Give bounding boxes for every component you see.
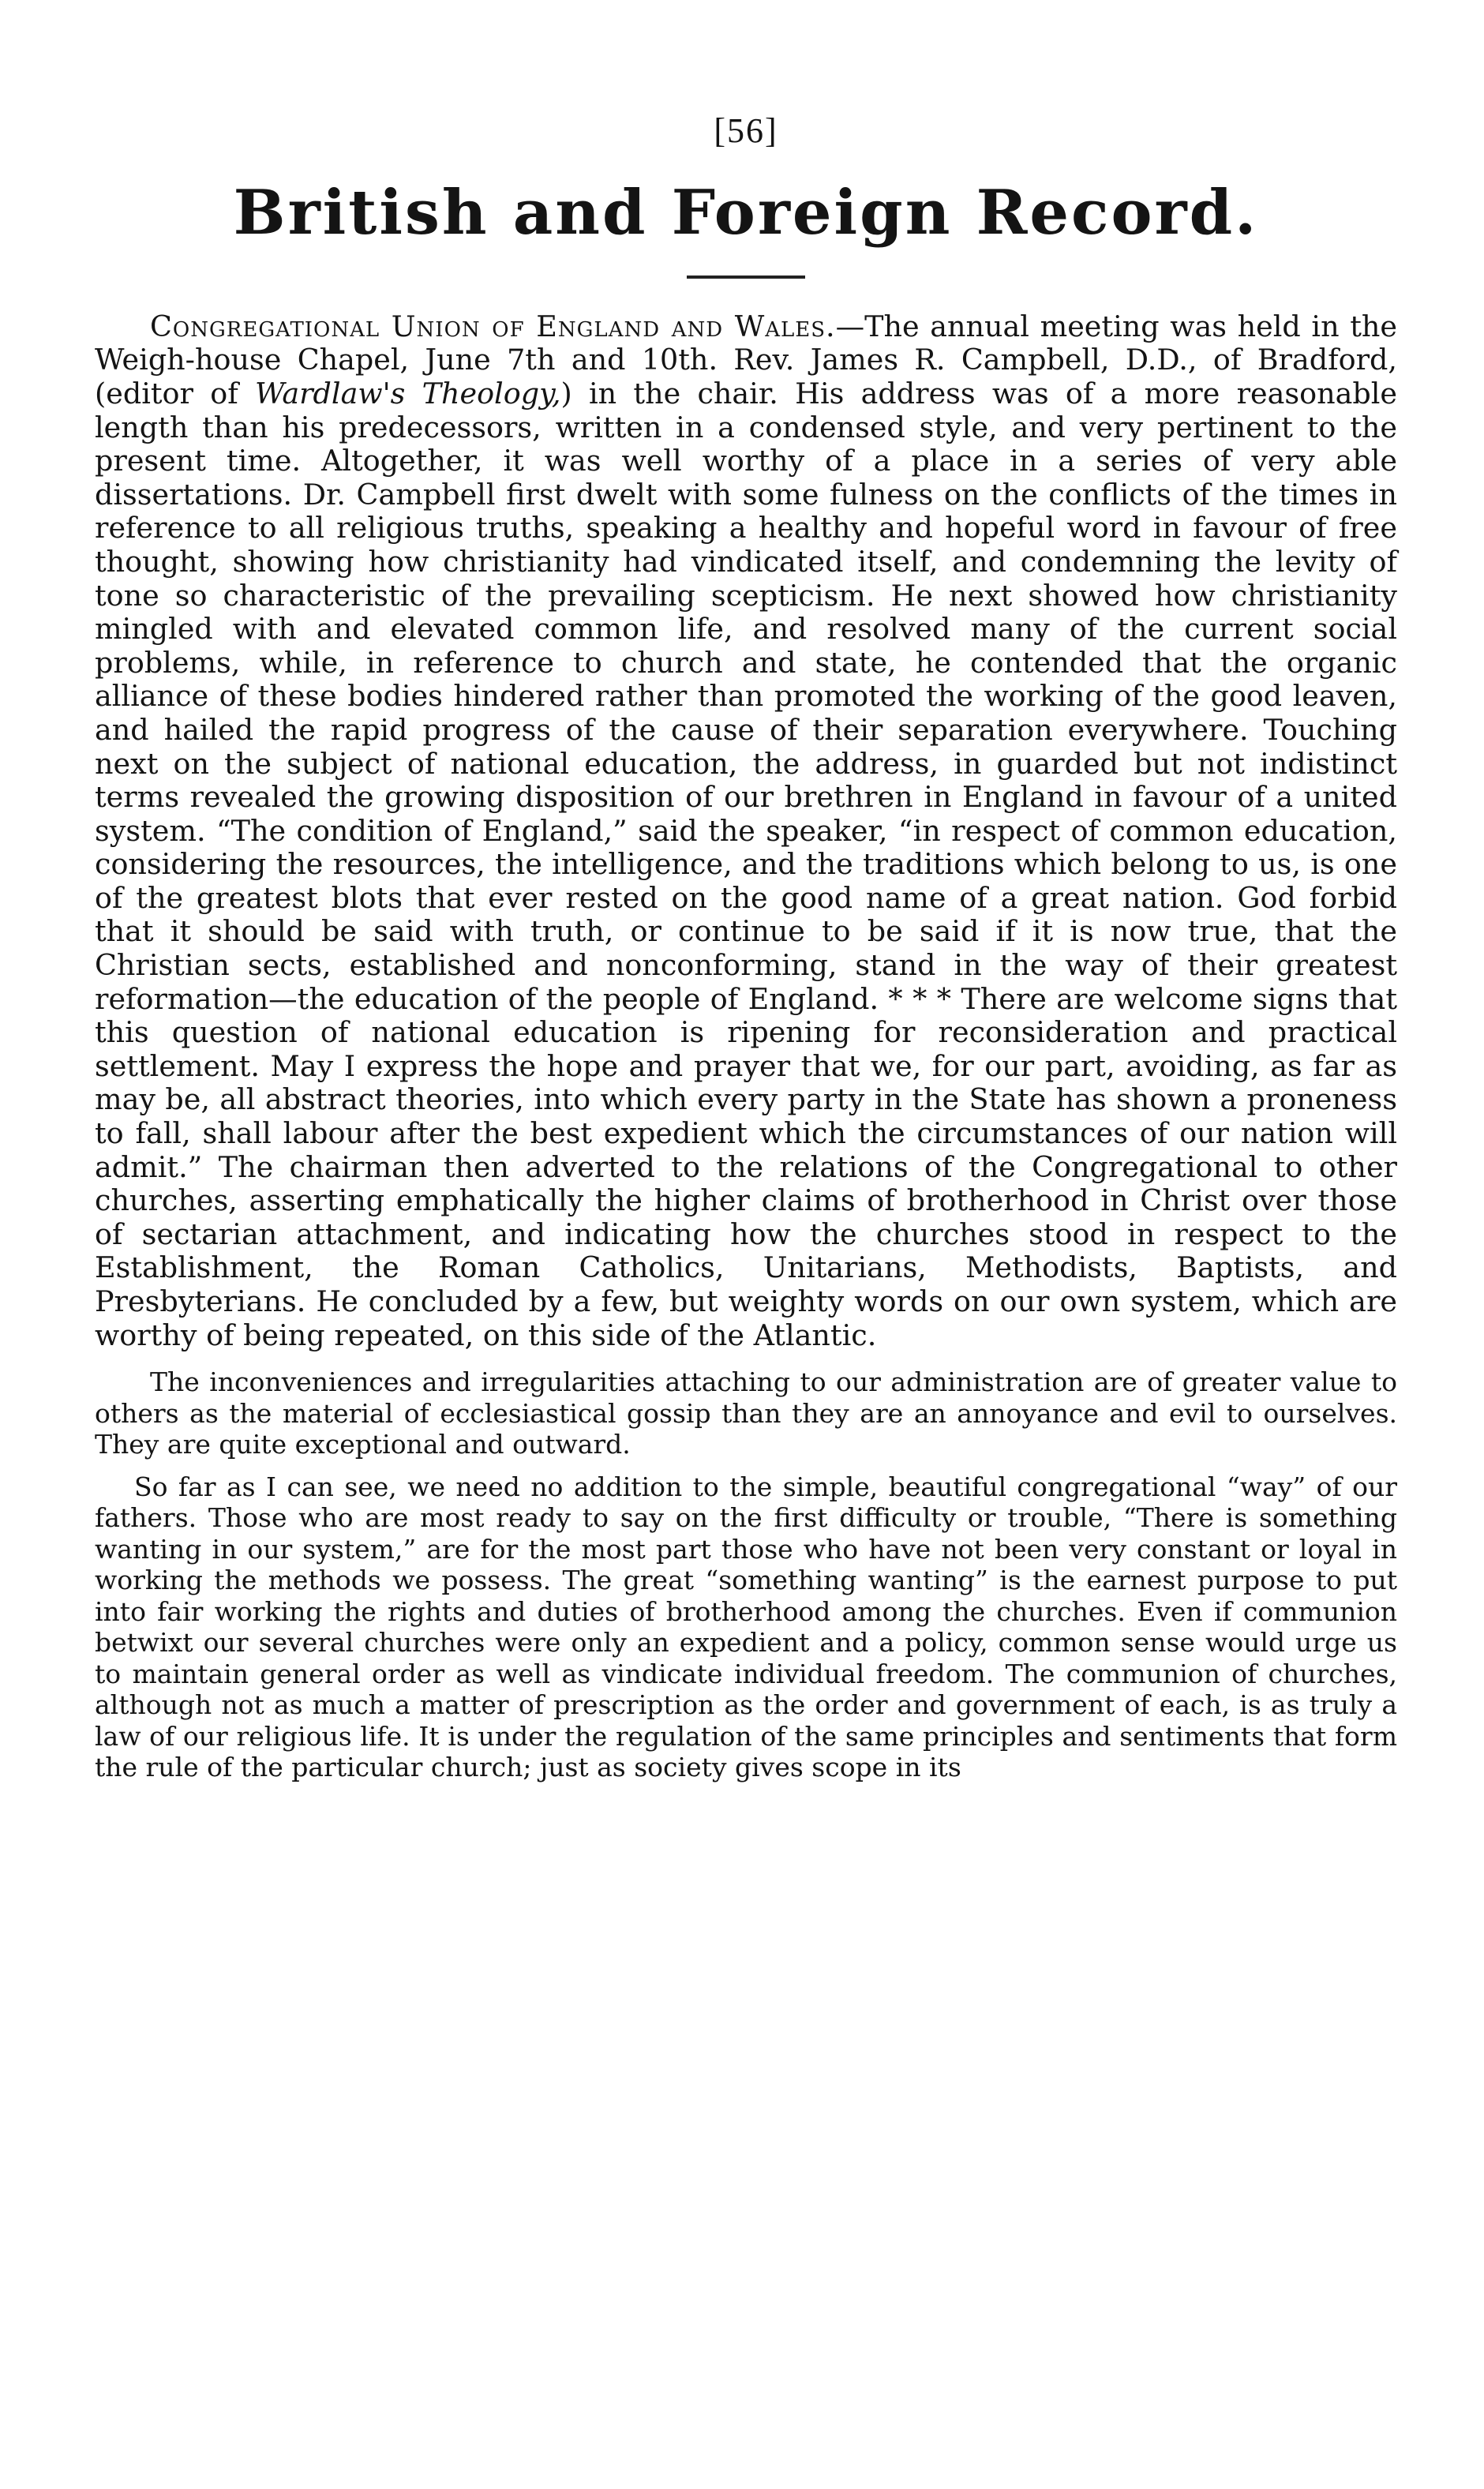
quoted-paragraph-2: So far as I can see, we need no addition to the simple, beautiful congregational “way” of our fathers. Those who are most ready to say on the first difficulty or trouble, “There is something wanting in our system,” are for the most part those who have not been very constant or loyal in working the methods we possess. The great “something wanting” is the earnest purpose to put into fair working the rights and duties of brotherhood among the churches. Even if communion betwixt our several churches were only an expedient and a policy, common sense would urge us to maintain general order as well as vindicate individual freedom. The communion of churches, although not as much a matter of prescription as the order and government of each, is as truly a law of our religious life. It is under the regulation of the same principles and sentiments that form the rule of the particular church; just as society gives scope in its bbox=[95, 1471, 1397, 1783]
page bbox=[95, 111, 1397, 1783]
article-paragraph-1 bbox=[95, 310, 1397, 1352]
article-lead-in: Congregational Union of England and Wales. bbox=[150, 309, 836, 343]
title-rule-divider bbox=[687, 276, 805, 279]
book-title-italic: Wardlaw's Theology, bbox=[255, 376, 561, 410]
masthead-title: British and Foreign Record. bbox=[233, 177, 1259, 249]
article-paragraph-1-text-a: —The annual meeting was held in the Weigh-house Chapel, June 7th and 10th. Rev. James R. Campbell, D.D., of Bradford, (editor of bbox=[95, 309, 1397, 410]
article-paragraph-1-text-b: ) in the chair. His address was of a more reasonable length than his predecessors, written in a condensed style, and very pertinent to the present time. Altogether, it was well worthy of a place in a series of very able dissertations. Dr. Campbell first dwelt with some fulness on the conflicts of the times in reference to all religious truths, speaking a healthy and hopeful word in favour of free thought, showing how christianity had vindicated itself, and condemning the levity of tone so characteristic of the prevailing scepticism. He next showed how christianity mingled with and elevated common life, and resolved many of the current social problems, while, in reference to church and state, he contended that the organic alliance of these bodies hindered rather than promoted the working of the good leaven, and hailed the rapid progress of the cause of their separation everywhere. Touching next on the subject of national education, the address, in guarded but not indistinct terms revealed the growing disposition of our brethren in England in favour of a united system. “The condition of England,” said the speaker, “in respect of common education, considering the resources, the intelligence, and the traditions which belong to us, is one of the greatest blots that ever rested on the good name of a great nation. God forbid that it should be said with truth, or continue to be said if it is now true, that the Christian sects, established and nonconforming, stand in the way of their greatest reformation—the education of the people of England. * * * There are welcome signs that this question of national education is ripening for reconsideration and practical settlement. May I express the hope and prayer that we, for our part, avoiding, as far as may be, all abstract theories, into which every party in the State has shown a proneness to fall, shall labour after the best expedient which the circumstances of our nation will admit.” The chairman then adverted to the relations of the Congregational to other churches, asserting emphatically the higher claims of brotherhood in Christ over those of sectarian attachment, and indicating how the churches stood in respect to the Establishment, the Roman Catholics, Unitarians, Methodists, Baptists, and Presbyterians. He concluded by a few, but weighty words on our own system, which are worthy of being repeated, on this side of the Atlantic. bbox=[95, 376, 1398, 1352]
quoted-paragraph-1: The inconveniences and irregularities attaching to our administration are of greater value to others as the material of ecclesiastical gossip than they are an annoyance and evil to ourselves. They are quite exceptional and outward. bbox=[95, 1366, 1397, 1460]
page-number: [56] bbox=[714, 111, 778, 150]
